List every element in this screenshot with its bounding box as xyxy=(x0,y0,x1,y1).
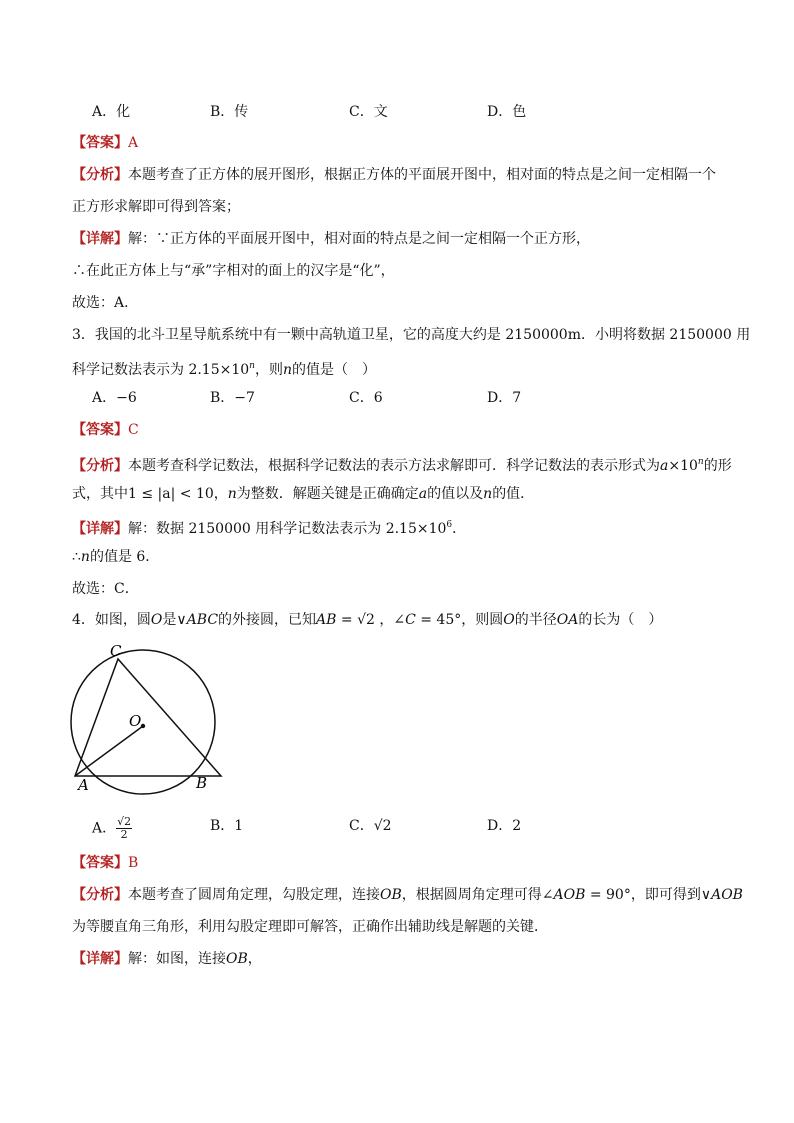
q3-option-a[interactable]: A．−6 xyxy=(92,390,137,406)
q3-conclusion: 故选：C． xyxy=(72,581,139,597)
q3-answer: 【答案】C xyxy=(72,422,139,438)
q3-analysis-line1: 【分析】本题考查科学记数法，根据科学记数法的表示方法求解即可．科学记数法的表示形式为$a\times 10^n$的形 xyxy=(72,457,732,474)
label-a: A xyxy=(78,776,89,794)
q4-analysis-line1: 【分析】本题考查了圆周角定理，勾股定理，连接OB，根据圆周角定理可得∠AOB = 90°，即可得到∨AOB xyxy=(72,887,743,903)
label-b: B xyxy=(196,774,208,792)
fraction-sqrt2-over-2: $\frac{√2}{2}$ xyxy=(117,815,132,841)
q2-option-a[interactable]: A．化 xyxy=(92,104,131,120)
label-o: O xyxy=(129,712,142,730)
q2-option-d[interactable]: D．色 xyxy=(487,104,527,120)
q2-option-b[interactable]: B．传 xyxy=(210,104,249,120)
center-point xyxy=(141,724,145,728)
q3-detail-line2: ∴n的值是 6． xyxy=(72,549,160,565)
q4-option-d[interactable]: D．2 xyxy=(487,818,522,834)
q2-analysis-line2: 正方形求解即可得到答案； xyxy=(72,199,240,215)
q2-answer: 【答案】A xyxy=(72,135,139,151)
q3-detail-line1: 【详解】解：数据 2150000 用科学记数法表示为 $2.15\times 10^6$． xyxy=(72,520,467,537)
q4-option-c[interactable]: C．√2 xyxy=(349,818,392,834)
q2-detail-line2: ∴在此正方体上与“承”字相对的面上的汉字是“化”， xyxy=(72,263,395,279)
label-c: C xyxy=(110,642,122,660)
q3-option-b[interactable]: B．−7 xyxy=(210,390,255,406)
q4-detail-line1: 【详解】解：如图，连接OB， xyxy=(72,951,262,967)
q3-analysis-line2: 式，其中1 ≤ |a| < 10，n为整数．解题关键是正确确定a的值以及n的值． xyxy=(72,486,535,502)
q4-option-a[interactable]: A． $\frac{√2}{2}$ xyxy=(92,815,132,841)
q2-option-c[interactable]: C．文 xyxy=(349,104,388,120)
q2-detail-line1: 【详解】解：∵正方体的平面展开图中，相对面的特点是之间一定相隔一个正方形， xyxy=(72,231,590,247)
circle-figure xyxy=(62,638,232,798)
circumcircle xyxy=(71,650,215,794)
radius-oa xyxy=(75,726,143,776)
q4-answer: 【答案】B xyxy=(72,855,139,871)
q4-analysis-line2: 为等腰直角三角形，利用勾股定理即可解答，正确作出辅助线是解题的关键． xyxy=(72,919,548,935)
q3-option-d[interactable]: D．7 xyxy=(487,390,522,406)
q4-option-b[interactable]: B．1 xyxy=(210,818,244,834)
q3-option-c[interactable]: C．6 xyxy=(349,390,383,406)
q2-conclusion: 故选：A． xyxy=(72,295,139,311)
q2-analysis-line1: 【分析】本题考查了正方体的展开图形，根据正方体的平面展开图中，相对面的特点是之间一定相隔一个 xyxy=(72,167,716,183)
q4-stem: 4．如图，圆O是∨ABC的外接圆，已知AB = √2 ，∠C = 45°，则圆O的半径OA的长为（ ） xyxy=(72,612,663,628)
q3-stem-line2: 科学记数法表示为 $2.15\times 10^n$，则n的值是（ ） xyxy=(72,361,376,378)
q3-stem-line1: 3．我国的北斗卫星导航系统中有一颗中高轨道卫星，它的高度大约是 2150000m．小明将数据 2150000 用 xyxy=(72,327,751,343)
